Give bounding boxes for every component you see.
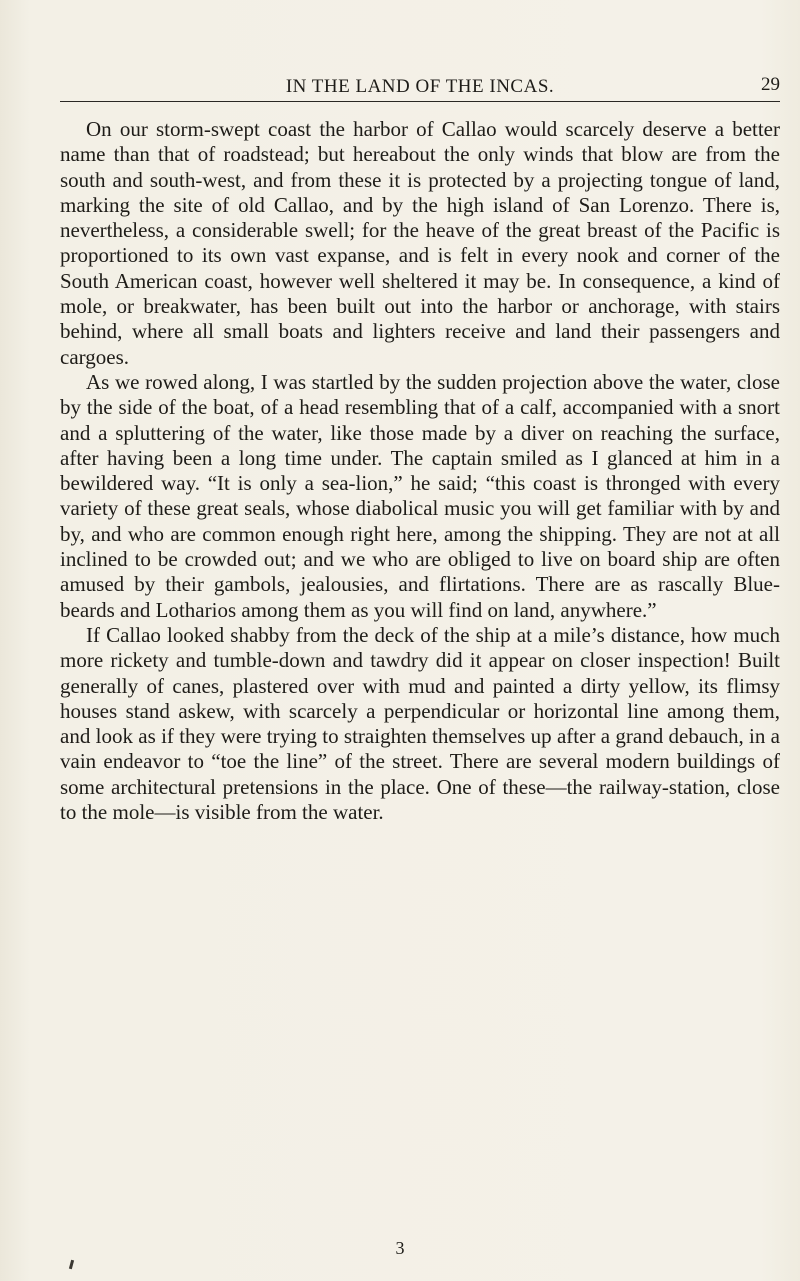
page-number: 29: [761, 74, 780, 95]
paragraph: On our storm-swept coast the harbor of Callao would scarcely deserve a better name than that of roadstead; but hereabout the only winds that blow are from the south and south-west, and from these it is protected by a projecting tongue of land, marking the site of old Callao, and by the high island of San Lorenzo. There is, nevertheless, a considerable swell; for the heave of the great breast of the Pacific is proportioned to its own vast expanse, and is felt in every nook and corner of the South American coast, however well sheltered it may be. In consequence, a kind of mole, or breakwater, has been built out into the harbor or anchorage, with stairs behind, where all small boats and lighters receive and land their passengers and cargoes.: [60, 117, 780, 369]
body-text: [60, 117, 780, 825]
page-header: [60, 74, 780, 98]
ink-speck: [69, 1260, 74, 1269]
paragraph: If Callao looked shabby from the deck of the ship at a mile’s distance, how much more rickety and tumble-down and tawdry did it appear on closer inspection! Built generally of canes, plastered over with mud and painted a dirty yellow, its flimsy houses stand askew, with scarcely a perpendicular or horizontal line among them, and look as if they were trying to straighten themselves up after a grand debauch, in a vain endeavor to “toe the line” of the street. There are several modern buildings of some architectural pretensions in the place. One of these—the railway-station, close to the mole—is visible from the water.: [60, 622, 780, 825]
signature-mark: 3: [395, 1238, 405, 1258]
running-head: IN THE LAND OF THE INCAS.: [285, 76, 555, 97]
paragraph: As we rowed along, I was startled by the sudden projection above the water, close by the side of the boat, of a head resembling that of a calf, accompanied with a snort and a spluttering of the water, like those made by a diver on reaching the surface, after having been a long time under. The captain smiled as I glanced at him in a bewildered way. “It is only a sea-lion,” he said; “this coast is thronged with every variety of these great seals, whose diabolical music you will get familiar with by and by, and who are common enough right here, among the shipping. They are not at all inclined to be crowded out; and we who are obliged to live on board ship are often amused by their gambols, jealousies, and flirtations. There are as rascally Blue-beards and Lotharios among them as you will find on land, anywhere.”: [60, 369, 780, 622]
header-rule: [60, 101, 780, 102]
